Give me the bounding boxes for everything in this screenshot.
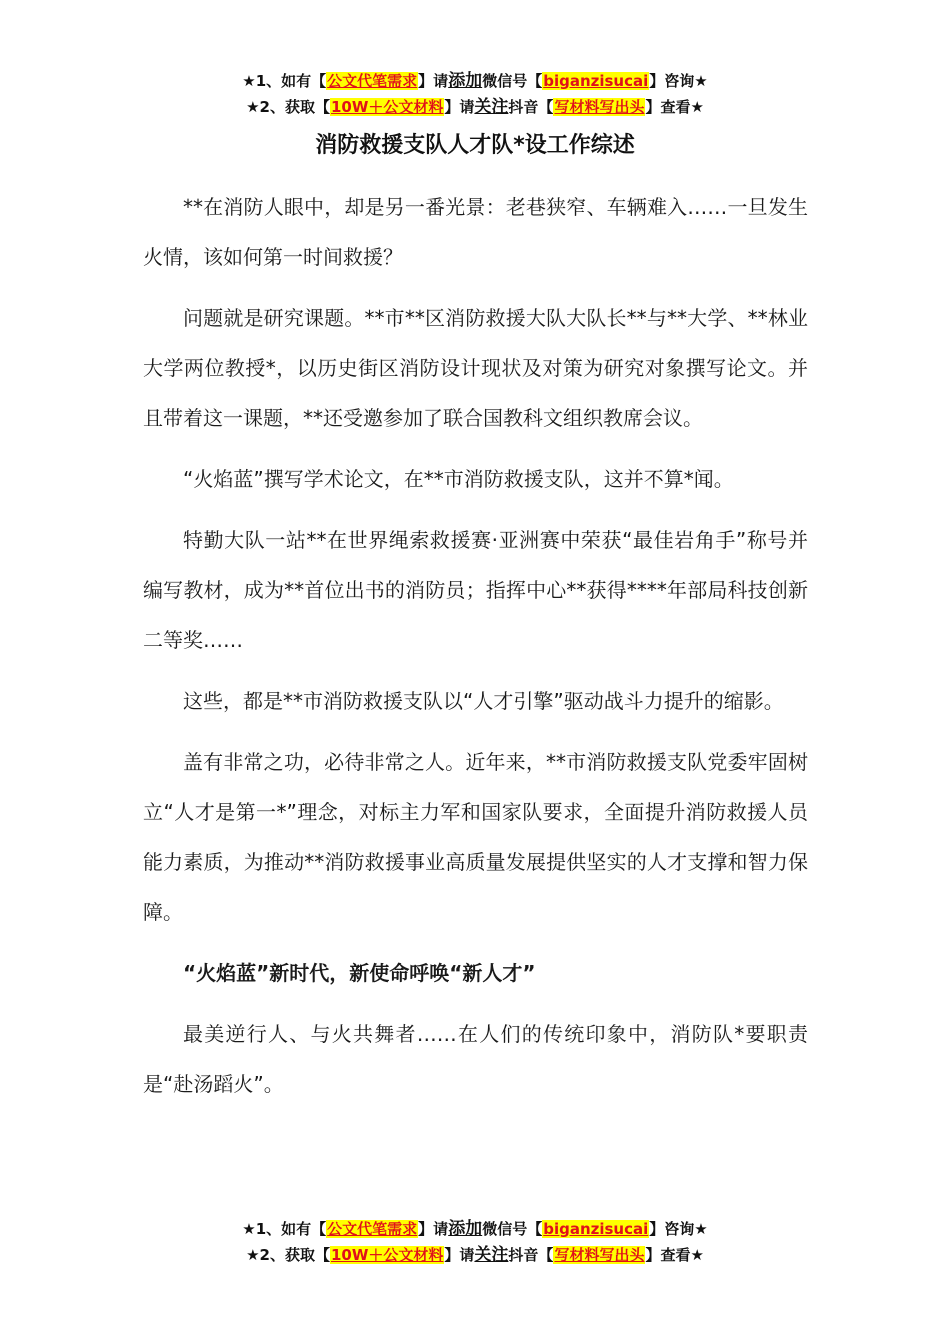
banner-text: ★2、获取【 (246, 98, 330, 116)
banner-highlight-wechat: biganzisucai (543, 1220, 649, 1238)
banner-text: 】请 (418, 72, 449, 90)
banner-emphasis: 关注 (474, 97, 509, 117)
banner-highlight-materials: 10W＋公文材料 (330, 98, 444, 116)
banner-emphasis: 添加 (448, 1219, 483, 1239)
document-body (143, 182, 808, 1120)
banner-text: 】查看★ (645, 1246, 704, 1264)
paragraph: 问题就是研究课题。**市**区消防救援大队大队长**与**大学、**林业大学两位教授*，以历史街区消防设计现状及对策为研究对象撰写论文。并且带着这一课题，**还受邀参加了联合国教科文组织教席会议。 (143, 306, 808, 430)
banner-text: 微信号【 (482, 1220, 543, 1238)
paragraph: 这些，都是**市消防救援支队以“人才引擎”驱动战斗力提升的缩影。 (183, 689, 784, 713)
banner-text: 】咨询★ (649, 72, 708, 90)
banner-text: ★1、如有【 (242, 1220, 327, 1238)
banner-text: 抖音【 (508, 98, 554, 116)
banner-highlight-wechat: biganzisucai (543, 72, 649, 90)
banner-text: 微信号【 (482, 72, 543, 90)
banner-text: 】咨询★ (649, 1220, 708, 1238)
paragraph: 最美逆行人、与火共舞者……在人们的传统印象中，消防队*要职责是“赴汤蹈火”。 (143, 1022, 808, 1096)
banner-text: ★2、获取【 (246, 1246, 330, 1264)
banner-line-2 (0, 94, 950, 120)
banner-text: 】查看★ (645, 98, 704, 116)
banner-line-2 (0, 1242, 950, 1268)
banner-text: ★1、如有【 (242, 72, 327, 90)
banner-emphasis: 添加 (448, 71, 483, 91)
top-banner (0, 68, 950, 120)
banner-text: 】请 (444, 98, 475, 116)
banner-highlight-service: 公文代笔需求 (327, 72, 418, 90)
banner-highlight-service: 公文代笔需求 (327, 1220, 418, 1238)
banner-line-1 (0, 1216, 950, 1242)
banner-highlight-materials: 10W＋公文材料 (330, 1246, 444, 1264)
document-title: 消防救援支队人才队*设工作综述 (315, 133, 635, 158)
section-heading: “火焰蓝”新时代，新使命呼唤“新人才” (183, 961, 536, 985)
paragraph: 盖有非常之功，必待非常之人。近年来，**市消防救援支队党委牢固树立“人才是第一*”理念，对标主力军和国家队要求，全面提升消防救援人员能力素质，为推动**消防救援事业高质量发展提供坚实的人才支撑和智力保障。 (143, 750, 808, 924)
banner-emphasis: 关注 (474, 1245, 509, 1265)
banner-text: 抖音【 (508, 1246, 554, 1264)
bottom-banner (0, 1216, 950, 1268)
paragraph: 特勤大队一站**在世界绳索救援赛·亚洲赛中荣获“最佳岩角手”称号并编写教材，成为**首位出书的消防员；指挥中心**获得****年部局科技创新二等奖…… (143, 528, 808, 652)
banner-line-1 (0, 68, 950, 94)
banner-text: 】请 (444, 1246, 475, 1264)
banner-text: 】请 (418, 1220, 449, 1238)
banner-highlight-douyin: 写材料写出头 (554, 98, 645, 116)
banner-highlight-douyin: 写材料写出头 (554, 1246, 645, 1264)
paragraph: **在消防人眼中，却是另一番光景：老巷狭窄、车辆难入……一旦发生火情，该如何第一时间救援？ (143, 195, 808, 269)
paragraph: “火焰蓝”撰写学术论文，在**市消防救援支队，这并不算*闻。 (183, 467, 734, 491)
